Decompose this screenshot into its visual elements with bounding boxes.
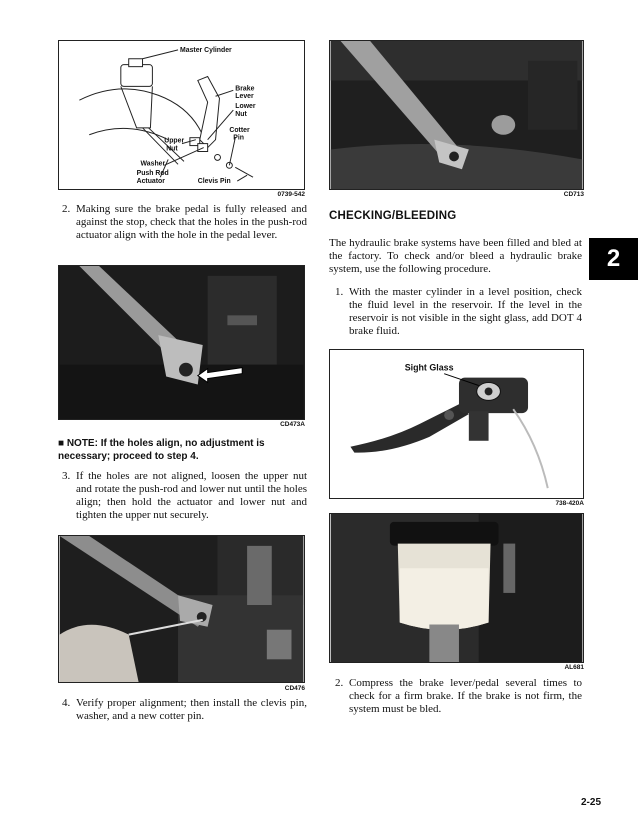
label-lower-nut-2: Nut — [235, 110, 247, 118]
left-step-4-number: 4. — [62, 697, 71, 709]
label-push-rod-1: Push Rod — [136, 170, 169, 178]
left-step-3 — [62, 470, 307, 522]
diagram-code: 0739-542 — [277, 191, 305, 198]
right-step-2 — [335, 677, 582, 716]
photo-al681-code: AL681 — [564, 664, 584, 671]
photo-cd473a-code: CD473A — [280, 421, 305, 428]
photo-cd476-code: CD476 — [284, 685, 305, 692]
master-cylinder-diagram — [58, 40, 305, 190]
label-washer: Washer — [140, 160, 166, 168]
label-lower-nut-1: Lower — [235, 103, 256, 111]
photo-cd476 — [58, 535, 305, 683]
note-text: NOTE: If the holes align, no adjustment is necessary; proceed to step 4. — [58, 438, 265, 462]
label-push-rod-2: Actuator — [136, 178, 165, 186]
note-holes-align — [58, 437, 308, 463]
photo-cd713 — [329, 40, 584, 190]
left-step-2-text: Making sure the brake pedal is fully released and against the stop, check that the holes in the push-rod actuator align with the hole in the pedal lever. — [76, 203, 307, 241]
section-heading: CHECKING/BLEEDING — [329, 210, 457, 222]
right-step-1-text: With the master cylinder in a level position, check the fluid level in the reservoir. If the level in the reservoir is not visible in the sight glass, add DOT 4 brake fluid. — [349, 286, 582, 337]
left-step-3-text: If the holes are not aligned, loosen the upper nut and rotate the push-rod and lower nut until the holes align; then hold the actuator and lower nut and tighten the upper nut securely. — [76, 470, 307, 521]
right-step-2-text: Compress the brake lever/pedal several times to check for a firm brake. If the brake is not firm, the system must be bled. — [349, 677, 582, 715]
left-step-4-text: Verify proper alignment; then install the clevis pin, washer, and a new cotter pin. — [76, 697, 307, 722]
left-step-2-number: 2. — [62, 203, 71, 215]
label-upper-nut-2: Nut — [166, 145, 178, 153]
note-marker-icon: ■ — [58, 438, 65, 449]
right-step-1-number: 1. — [335, 286, 344, 298]
label-brake-lever-2: Lever — [235, 93, 254, 101]
label-brake-lever-1: Brake — [235, 85, 255, 93]
left-step-2 — [62, 203, 307, 242]
photo-al681 — [329, 513, 584, 663]
photo-sight-glass — [329, 349, 584, 499]
sight-glass-label: Sight Glass — [404, 362, 454, 373]
photo-cd713-code: CD713 — [563, 191, 584, 198]
left-step-3-number: 3. — [62, 470, 71, 482]
right-step-1 — [335, 286, 582, 338]
section-tab: 2 — [589, 238, 638, 280]
photo-cd473a — [58, 265, 305, 420]
label-upper-nut-1: Upper — [164, 137, 185, 145]
label-cotter-pin-1: Cotter — [229, 126, 250, 134]
photo-sight-glass-code: 738-420A — [555, 500, 584, 507]
label-clevis-pin: Clevis Pin — [197, 178, 231, 186]
label-master-cylinder: Master Cylinder — [180, 46, 232, 54]
left-step-4 — [62, 697, 307, 723]
intro-paragraph: The hydraulic brake systems have been filled and bled at the factory. To check and/or bleed a hydraulic brake system, use the following procedure. — [329, 237, 582, 275]
label-cotter-pin-2: Pin — [233, 134, 245, 142]
page-number: 2-25 — [580, 797, 601, 808]
right-step-2-number: 2. — [335, 677, 344, 689]
